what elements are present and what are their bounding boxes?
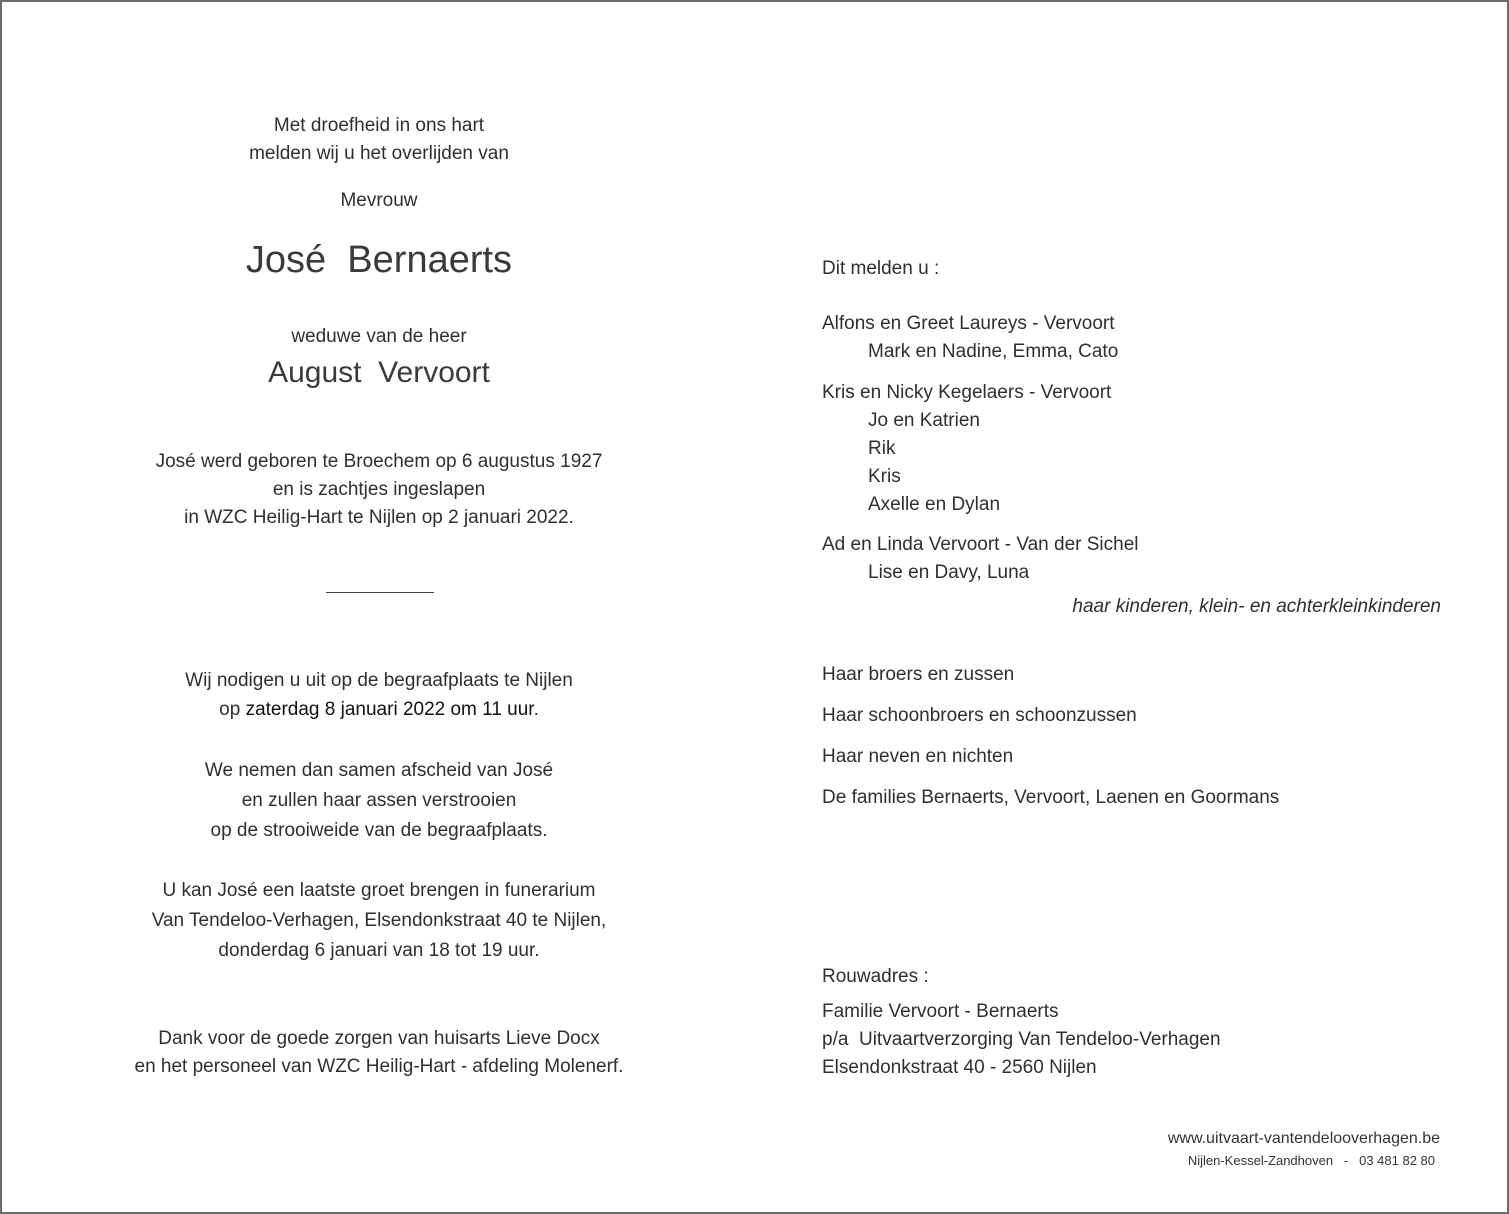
relatives-line-4: De families Bernaerts, Vervoort, Laenen en Goormans: [822, 787, 1280, 808]
family-3-head: Ad en Linda Vervoort - Van der Sichel: [822, 534, 1139, 555]
widow-of-line: weduwe van de heer: [291, 326, 467, 347]
bio-line-3: in WZC Heilig-Hart te Nijlen op 2 januari 2022.: [184, 507, 574, 528]
address-line-2: p/a Uitvaartverzorging Van Tendeloo-Verhagen: [822, 1029, 1221, 1050]
family-1-head: Alfons en Greet Laureys - Vervoort: [822, 313, 1115, 334]
visit-line-2: Van Tendeloo-Verhagen, Elsendonkstraat 40 te Nijlen,: [151, 910, 607, 931]
family-2-member: Axelle en Dylan: [868, 494, 1001, 515]
announce-line: Dit melden u :: [822, 258, 940, 279]
family-2-member: Jo en Katrien: [868, 410, 980, 431]
bio-line-1: José werd geboren te Broechem op 6 augustus 1927: [155, 451, 603, 472]
farewell-line-2: en zullen haar assen verstrooien: [241, 790, 517, 811]
family-2-member: Kris: [868, 466, 901, 487]
family-2-head: Kris en Nicky Kegelaers - Vervoort: [822, 382, 1112, 403]
bio-line-2: en is zachtjes ingeslapen: [272, 479, 486, 500]
visit-line-3: donderdag 6 januari van 18 tot 19 uur.: [218, 940, 540, 961]
thanks-line-2: en het personeel van WZC Heilig-Hart - afdeling Molenerf.: [134, 1056, 624, 1077]
address-line-3: Elsendonkstraat 40 - 2560 Nijlen: [822, 1057, 1097, 1078]
invite-line-2: [62, 696, 696, 724]
deceased-name: José Bernaerts: [245, 239, 513, 281]
footer-website: www.uitvaart-vantendelooverhagen.be: [1167, 1130, 1440, 1147]
spouse-name: August Vervoort: [268, 356, 490, 389]
address-label: Rouwadres :: [822, 966, 929, 987]
children-caption: haar kinderen, klein- en achterkleinkinderen: [1072, 596, 1441, 617]
intro-line-2: melden wij u het overlijden van: [249, 143, 509, 164]
family-2-member: Rik: [868, 438, 896, 459]
family-1-member: Mark en Nadine, Emma, Cato: [868, 341, 1119, 362]
thanks-line-1: Dank voor de goede zorgen van huisarts Lieve Docx: [158, 1028, 600, 1049]
intro-line-1: Met droefheid in ons hart: [273, 115, 485, 136]
address-line-1: Familie Vervoort - Bernaerts: [822, 1001, 1059, 1022]
farewell-line-1: We nemen dan samen afscheid van José: [204, 760, 554, 781]
farewell-line-3: op de strooiweide van de begraafplaats.: [210, 820, 548, 841]
relatives-line-2: Haar schoonbroers en schoonzussen: [822, 705, 1137, 726]
honorific: Mevrouw: [340, 190, 418, 211]
relatives-line-1: Haar broers en zussen: [822, 664, 1015, 685]
relatives-line-3: Haar neven en nichten: [822, 746, 1014, 767]
separator-line: [326, 592, 434, 593]
invite-prefix: op: [219, 699, 246, 720]
footer-contact: Nijlen-Kessel-Zandhoven - 03 481 82 80: [1187, 1153, 1435, 1168]
visit-line-1: U kan José een laatste groet brengen in funerarium: [162, 880, 596, 901]
family-3-member: Lise en Davy, Luna: [868, 562, 1030, 583]
invite-line-1: Wij nodigen u uit op de begraafplaats te Nijlen: [185, 670, 573, 691]
ceremony-date: zaterdag 8 januari 2022 om 11 uur: [245, 699, 534, 720]
invite-suffix: .: [533, 699, 539, 720]
